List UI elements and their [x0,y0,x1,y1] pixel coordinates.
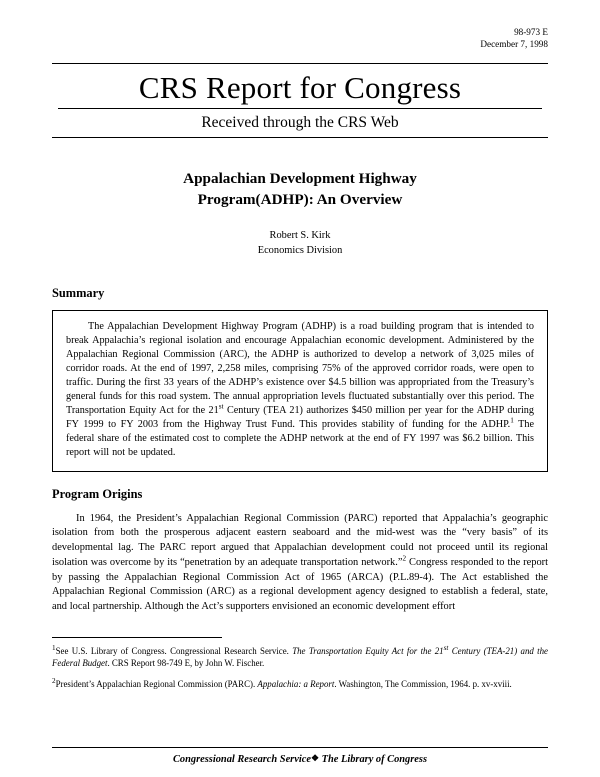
masthead-title: CRS Report for Congress [138,69,462,105]
footnote-1-text-2: . CRS Report 98-749 E, by John W. Fischer. [107,658,265,669]
footnote-1-title-1: The Transportation Equity Act for the 21 [292,645,444,656]
diamond-icon: ❖ [310,753,320,763]
section-text-2: Congress responded to the report by passing the Appalachian Regional Commission Act of 1965 (ARCA) (P.L.89-4). The Act established the Appalachian Regional Commission (ARC) as a regional development agency designed to establish a federal, state, and local partnership. Although the Act’s supporters envisioned an economic development effort [52,556,548,613]
author-division: Economics Division [257,245,343,257]
section-footnote-marker-2: 2 [402,554,407,563]
report-date: December 7, 1998 [480,39,548,50]
footnote-2-title: Appalachia: a Report [257,678,335,689]
footer-text-right: The Library of Congress [321,754,427,765]
masthead-divider [58,108,542,109]
summary-heading: Summary [52,285,105,300]
section-text-1: In 1964, the President’s Appalachian Regional Commission (PARC) reported that Appalachia’s geographic isolation from both the prosperous adjacent eastern seaboard and the mid-west was the “very basis” of its developmental lag. The PARC report argued that Appalachian development could not proceed until its regional isolation was overcome by its “penetration by an adequate transportation network.” [52,512,548,568]
footnote-1 [52,645,548,670]
masthead [52,63,548,139]
footnote-1-title-2: Century (TEA-21) and the Federal Budget [52,645,548,669]
footnote-divider [52,637,222,638]
footnote-1-text-1: See U.S. Library of Congress. Congressional Research Service. [55,645,293,656]
page-footer [52,747,548,765]
page-title-line-2: Program(ADHP): An Overview [197,190,403,208]
summary-superscript-st: st [218,402,224,411]
footnote-2-text-1: President’s Appalachian Regional Commission (PARC). [55,678,258,689]
author-name: Robert S. Kirk [269,230,331,242]
footer-text-left: Congressional Research Service [172,754,311,765]
summary-box [52,310,548,472]
footnote-1-number: 1 [52,644,56,652]
section-heading-program-origins: Program Origins [52,486,143,501]
masthead-subtitle: Received through the CRS Web [201,114,399,132]
report-meta [52,26,548,51]
summary-text-3: The federal share of the estimated cost to complete the ADHP network at the end of FY 1997 was $6.2 billion. This report will not be updated. [66,418,534,458]
summary-paragraph [66,320,534,460]
page-title-line-1: Appalachian Development Highway [183,170,417,188]
footnote-1-superscript: st [443,644,449,652]
author-block [52,229,548,259]
footnote-2-number: 2 [52,676,56,685]
section-paragraph [52,512,548,615]
summary-text-2: Century (TEA 21) authorizes $450 million per year for the ADHP during FY 1999 to FY 2003 from the Highway Trust Fund. This provides stability of funding for the ADHP. [66,404,534,430]
footnote-2-text-2: . Washington, The Commission, 1964. p. xv-xviii. [334,678,512,689]
report-number: 98-973 E [514,27,548,37]
summary-footnote-marker-1: 1 [510,416,514,425]
footnote-2 [52,678,548,690]
page-title [52,169,548,210]
summary-text-1: The Appalachian Development Highway Program (ADHP) is a road building program that is intended to break Appalachia’s regional isolation and encourage Appalachian economic development. Administered by the Appalachian Regional Commission (ARC), the ADHP is authorized to develop a network of 3,025 miles of corridor roads. At the end of 1997, 2,258 miles, comprising 75% of the approved corridor roads, were open to traffic. During the first 33 years of the ADHP’s existence over $4.5 billion was appropriated from the Treasury’s general funds for this road system. The annual appropriation levels fluctuated substantially over this period. The Transportation Equity Act for the 21 [66,320,534,416]
